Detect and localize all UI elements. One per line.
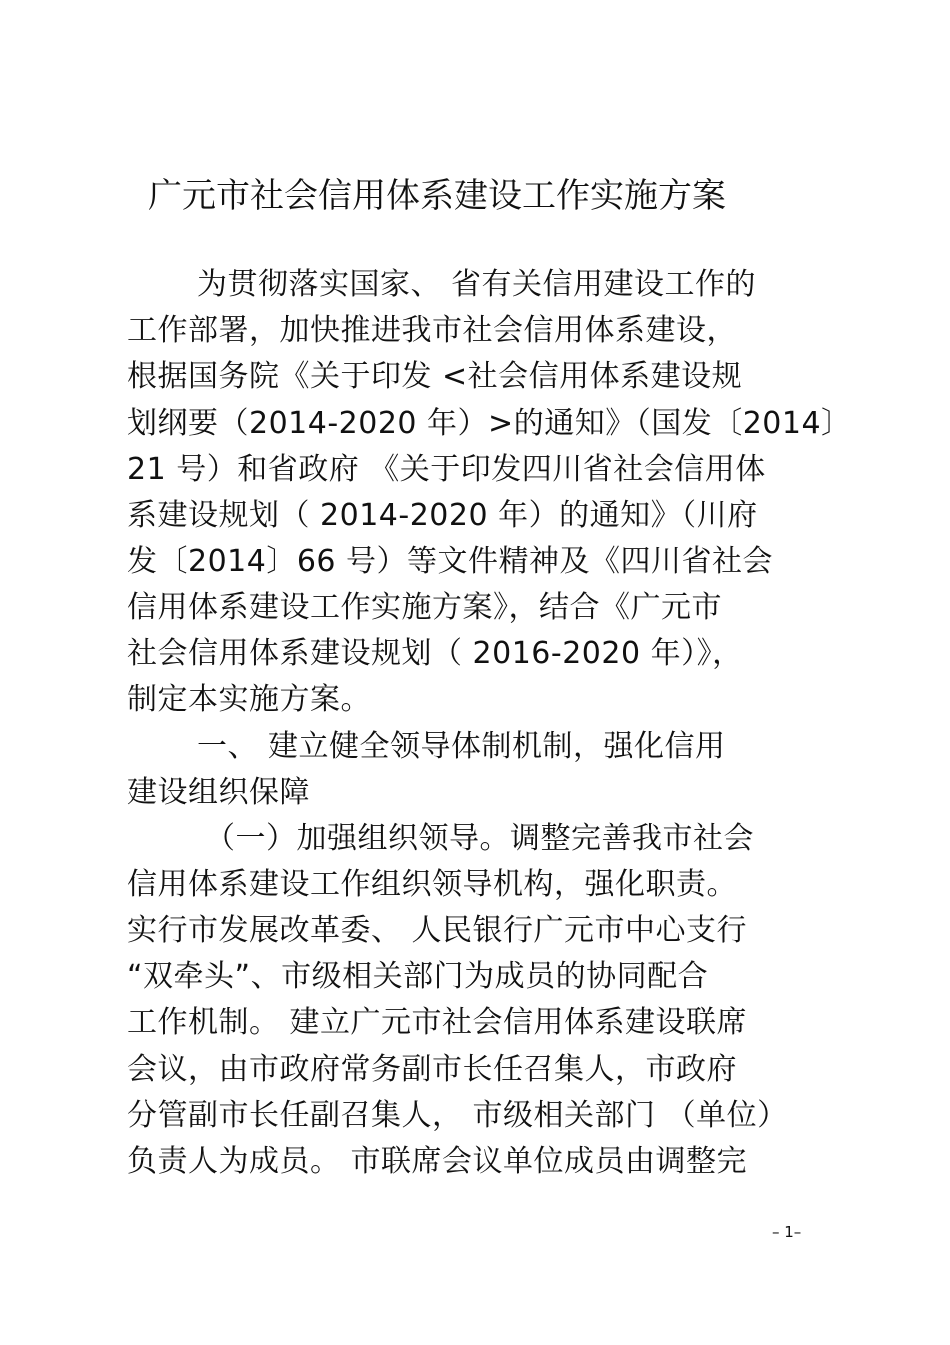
body-line: 工作部署，加快推进我市社会信用体系建设， xyxy=(127,313,737,348)
body-line: 根据国务院《关于印发 <社会信用体系建设规 xyxy=(127,359,743,394)
section-heading: 一、 建立健全领导体制机制，强化信用 xyxy=(197,729,726,764)
body-line: （一）加强组织领导。调整完善我市社会 xyxy=(205,821,754,856)
body-line: 21 号）和省政府 《关于印发四川省社会信用体 xyxy=(127,452,766,487)
section-heading: 建设组织保障 xyxy=(127,775,310,810)
body-line: 实行市发展改革委、 人民银行广元市中心支行 xyxy=(127,913,748,948)
body-line: 负责人为成员。 市联席会议单位成员由调整完 xyxy=(127,1144,748,1179)
body-line: 会议，由市政府常务副市长任召集人，市政府 xyxy=(127,1052,737,1087)
body-line: 分管副市长任副召集人， 市级相关部门 （单位） xyxy=(127,1098,788,1133)
body-line: 工作机制。 建立广元市社会信用体系建设联席 xyxy=(127,1005,748,1040)
body-line: 发〔2014〕66 号）等文件精神及《四川省社会 xyxy=(127,544,774,579)
body-line: 信用体系建设工作实施方案》，结合《广元市 xyxy=(127,590,722,625)
body-line: 为贯彻落实国家、 省有关信用建设工作的 xyxy=(197,267,757,302)
document-title: 广元市社会信用体系建设工作实施方案 xyxy=(148,176,726,216)
body-line: 社会信用体系建设规划（ 2016-2020 年）》， xyxy=(127,636,743,671)
body-line: 信用体系建设工作组织领导机构，强化职责。 xyxy=(127,867,737,902)
body-line: 系建设规划（ 2014-2020 年）的通知》（川府 xyxy=(127,498,758,533)
body-line: “双牵头”、市级相关部门为成员的协同配合 xyxy=(127,959,709,994)
page-number: – 1– xyxy=(772,1223,802,1241)
body-line: 划纲要（2014-2020 年）>的通知》（国发〔2014〕 xyxy=(127,406,852,441)
body-line: 制定本实施方案。 xyxy=(127,682,371,717)
